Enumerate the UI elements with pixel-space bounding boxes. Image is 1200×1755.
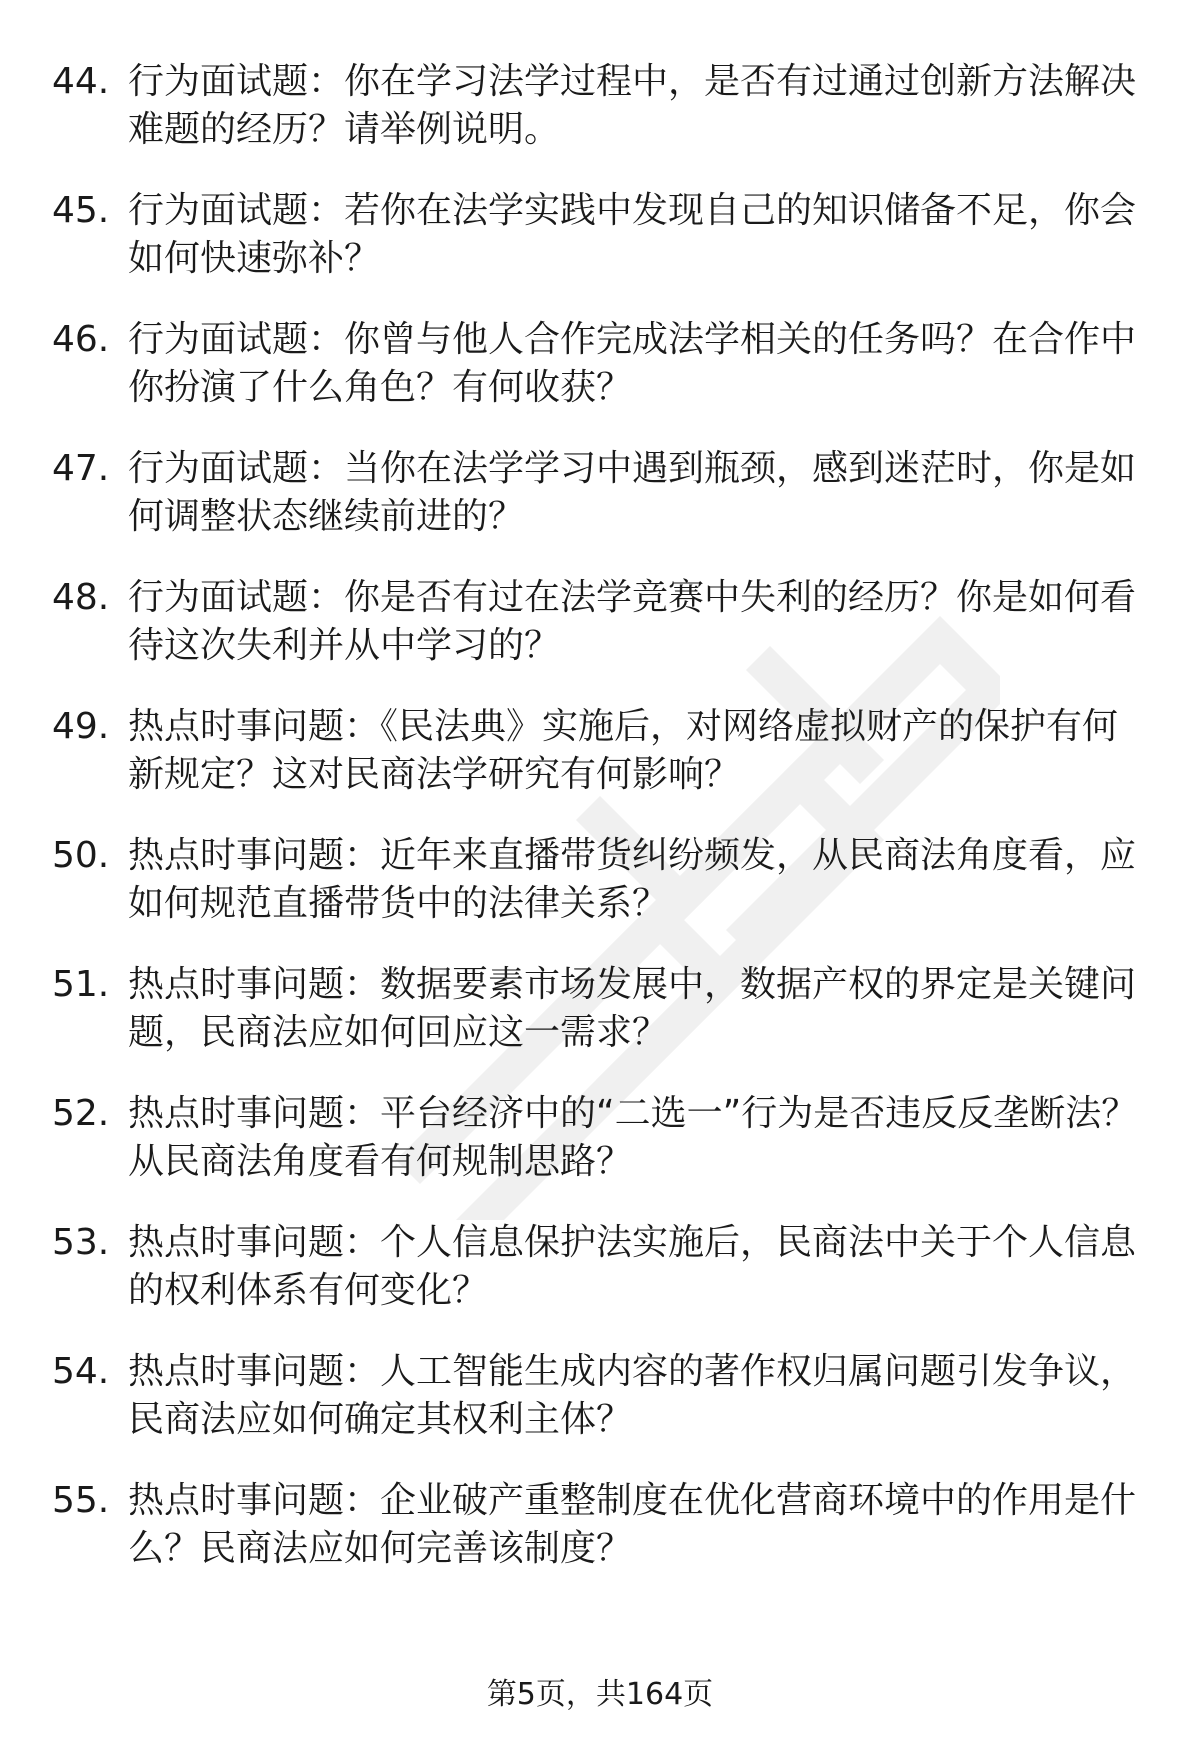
question-number: 48. <box>52 577 110 618</box>
question-item <box>52 703 1152 799</box>
question-item <box>52 445 1152 541</box>
question-item <box>52 187 1152 283</box>
question-text: 热点时事问题：人工智能生成内容的著作权归属问题引发争议，民商法应如何确定其权利主体？ <box>128 1351 1137 1440</box>
question-text: 热点时事问题：《民法典》实施后，对网络虚拟财产的保护有何新规定？这对民商法学研究有何影响？ <box>128 706 1119 795</box>
question-text: 热点时事问题：个人信息保护法实施后，民商法中关于个人信息的权利体系有何变化？ <box>128 1222 1137 1311</box>
question-item <box>52 1090 1152 1186</box>
question-item <box>52 1348 1152 1444</box>
question-item <box>52 316 1152 412</box>
question-text: 热点时事问题：平台经济中的“二选一”行为是否违反反垄断法？从民商法角度看有何规制思路？ <box>128 1093 1138 1182</box>
question-item <box>52 1219 1152 1315</box>
question-number: 47. <box>52 448 110 489</box>
question-text: 行为面试题：你曾与他人合作完成法学相关的任务吗？在合作中你扮演了什么角色？有何收获？ <box>128 319 1137 408</box>
question-number: 51. <box>52 964 110 1005</box>
question-item <box>52 1477 1152 1573</box>
question-number: 50. <box>52 835 110 876</box>
question-text: 行为面试题：当你在法学学习中遇到瓶颈，感到迷茫时，你是如何调整状态继续前进的？ <box>128 448 1137 537</box>
question-number: 45. <box>52 190 110 231</box>
question-text: 行为面试题：你在学习法学过程中，是否有过通过创新方法解决难题的经历？请举例说明。 <box>128 61 1137 150</box>
question-text: 行为面试题：你是否有过在法学竞赛中失利的经历？你是如何看待这次失利并从中学习的？ <box>128 577 1137 666</box>
question-item <box>52 961 1152 1057</box>
page-footer: 第5页，共164页 <box>486 1677 714 1712</box>
question-text: 热点时事问题：数据要素市场发展中，数据产权的界定是关键问题，民商法应如何回应这一需求？ <box>128 964 1137 1053</box>
question-number: 49. <box>52 706 110 747</box>
question-number: 53. <box>52 1222 110 1263</box>
question-item <box>52 574 1152 670</box>
question-number: 46. <box>52 319 110 360</box>
question-text: 热点时事问题：近年来直播带货纠纷频发，从民商法角度看，应如何规范直播带货中的法律关系？ <box>128 835 1137 924</box>
question-number: 55. <box>52 1480 110 1521</box>
question-number: 54. <box>52 1351 110 1392</box>
question-text: 热点时事问题：企业破产重整制度在优化营商环境中的作用是什么？民商法应如何完善该制度？ <box>128 1480 1137 1569</box>
question-number: 44. <box>52 61 110 102</box>
question-number: 52. <box>52 1093 110 1134</box>
question-item <box>52 832 1152 928</box>
question-item <box>52 58 1152 154</box>
question-list <box>52 58 1152 1606</box>
question-text: 行为面试题：若你在法学实践中发现自己的知识储备不足，你会如何快速弥补？ <box>128 190 1137 279</box>
